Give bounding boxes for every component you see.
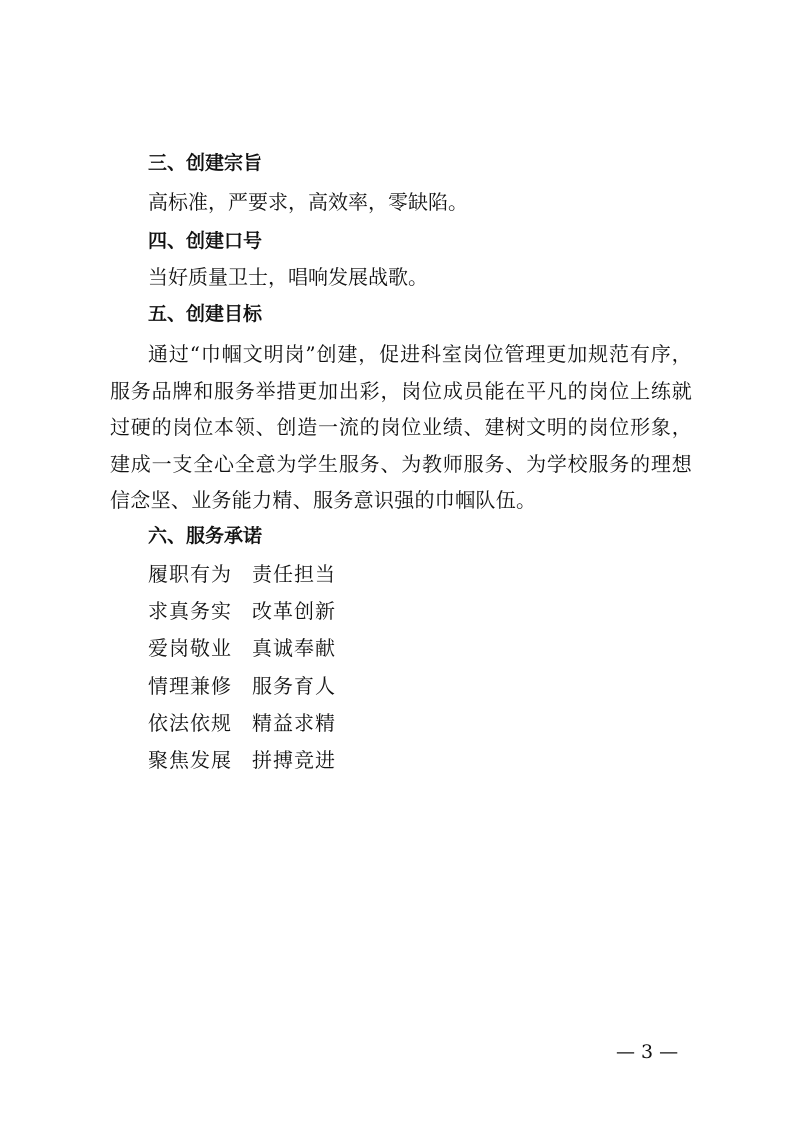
section-heading-slogan: 四、创建口号 bbox=[148, 230, 263, 252]
pledge-left: 情理兼修 bbox=[148, 674, 232, 698]
pledge-left: 聚焦发展 bbox=[148, 748, 232, 772]
pledge-right: 拼搏竞进 bbox=[252, 748, 336, 772]
pledge-left: 履职有为 bbox=[148, 562, 232, 586]
pledge-row bbox=[148, 711, 336, 735]
pledge-row bbox=[148, 636, 336, 660]
pledge-left: 爱岗敬业 bbox=[148, 636, 232, 660]
pledge-right: 责任担当 bbox=[252, 562, 336, 586]
pledge-right: 改革创新 bbox=[252, 599, 336, 623]
section-body-goal: 通过“巾帼文明岗”创建，促进科室岗位管理更加规范有序，服务品牌和服务举措更加出彩，岗位成员能在平凡的岗位上练就过硬的岗位本领、创造一流的岗位业绩、建树文明的岗位形象，建成一支全心全意为学生服务、为教师服务、为学校服务的理想信念坚、业务能力精、服务意识强的巾帼队伍。 bbox=[110, 342, 692, 512]
pledge-left: 依法依规 bbox=[148, 711, 232, 735]
pledge-right: 精益求精 bbox=[252, 711, 336, 735]
page-number: — 3 — bbox=[616, 1041, 679, 1063]
pledge-left: 求真务实 bbox=[148, 599, 232, 623]
section-body-slogan: 当好质量卫士，唱响发展战歌。 bbox=[148, 265, 428, 289]
pledge-row bbox=[148, 748, 336, 772]
section-heading-purpose: 三、创建宗旨 bbox=[148, 152, 263, 174]
pledge-row bbox=[148, 599, 336, 623]
section-body-purpose: 高标准，严要求，高效率，零缺陷。 bbox=[148, 190, 468, 214]
section-heading-pledge: 六、服务承诺 bbox=[148, 525, 263, 547]
pledge-right: 真诚奉献 bbox=[252, 636, 336, 660]
section-heading-goal: 五、创建目标 bbox=[148, 303, 263, 325]
pledge-row bbox=[148, 562, 336, 586]
pledge-row bbox=[148, 674, 336, 698]
pledge-right: 服务育人 bbox=[252, 674, 336, 698]
